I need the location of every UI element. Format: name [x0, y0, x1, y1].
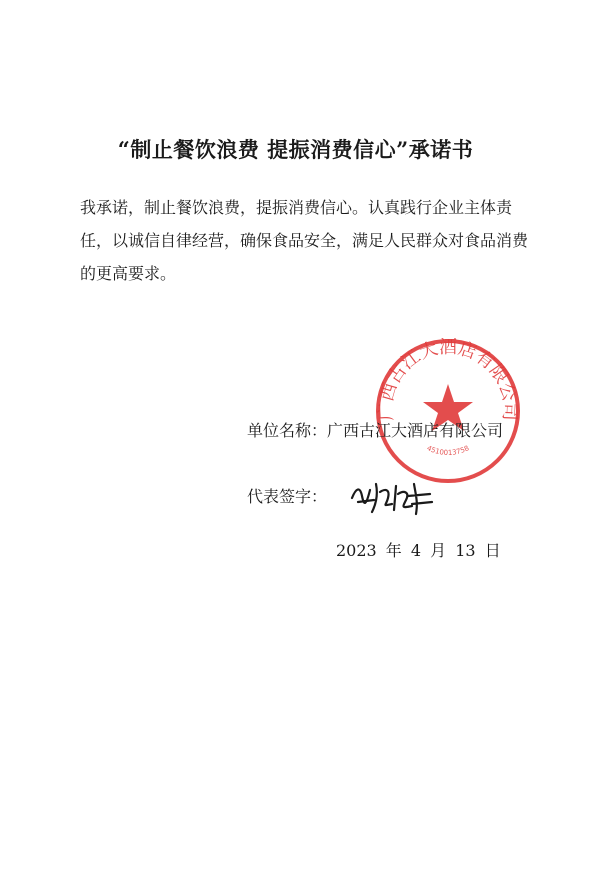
svg-text:4510013758	[426, 444, 471, 457]
pledge-body-text: 我承诺，制止餐饮浪费，提振消费信心。认真践行企业主体责任，以诚信自律经营，确保食品安全，满足人民群众对食品消费的更高要求。	[80, 198, 529, 283]
representative-label: 代表签字：	[247, 487, 328, 506]
company-row	[247, 418, 503, 441]
signing-date: 2023 年 4 月 13 日	[336, 541, 501, 560]
company-seal-stamp	[372, 338, 524, 484]
company-name: 广西古江大酒店有限公司	[327, 421, 504, 440]
company-label: 单位名称：	[247, 421, 328, 440]
seal-number: 4510013758	[425, 444, 471, 458]
document-title: “制止餐饮浪费 提振消费信心”承诺书	[117, 137, 474, 162]
seal-company-name: 广西古江大酒店有限公司	[375, 338, 521, 422]
handwritten-signature	[346, 476, 438, 516]
representative-row	[247, 484, 327, 507]
